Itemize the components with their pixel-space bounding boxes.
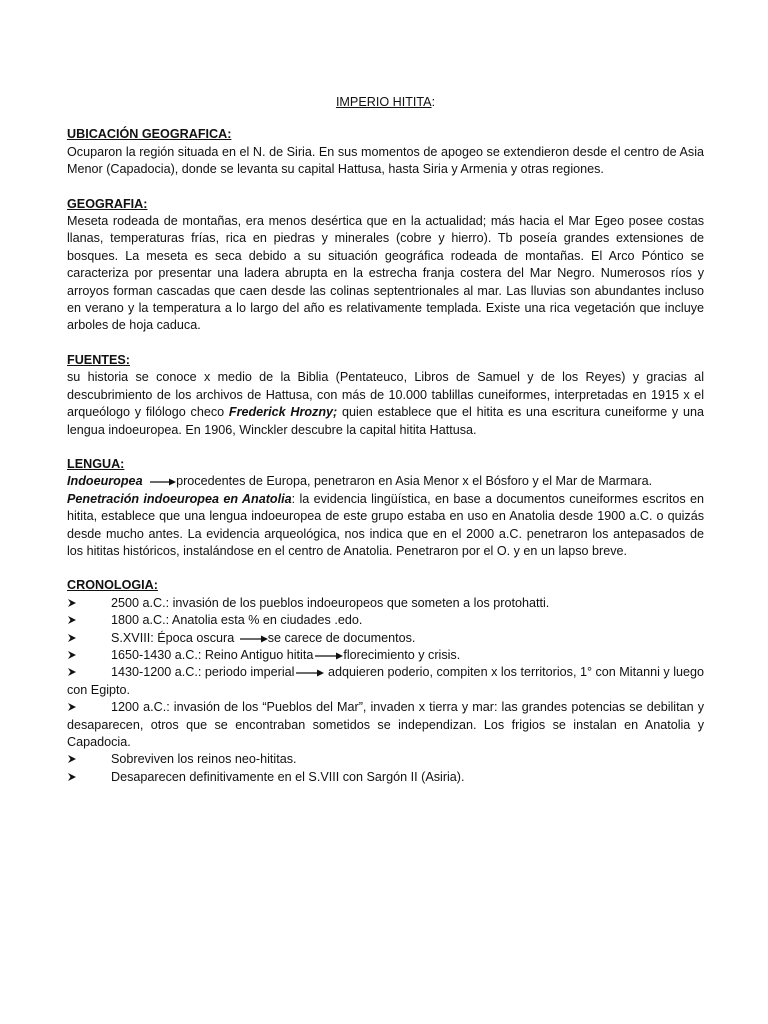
bullet-arrow-icon: [67, 647, 111, 664]
title-text: IMPERIO HITITA: [335, 95, 432, 109]
section-ubicacion: [67, 126, 704, 178]
arrow-right-icon: [313, 650, 343, 660]
lengua-term-text: procedentes de Europa, penetraron en Asia Menor x el Bósforo y el Mar de Marmara.: [176, 474, 653, 489]
list-item: Sobreviven los reinos neo-hititas.: [67, 751, 704, 768]
section-cronologia: [67, 577, 704, 786]
text-geografia: Meseta rodeada de montañas, era menos desértica que en la actualidad; más hacia el Mar Egeo posee costas llanas, temperaturas frías, rica en piedras y minerales (cobre y hierro). Tb poseía grandes extensiones de bosques. La meseta es seca debido a su situación geográfica rodeada de montañas. El Arco Póntico se caracteriza por presentar una ladera abrupta en la estrecha franja costera del Mar Negro. Numerosos ríos y arroyos forman cascadas que caen desde las colinas septentrionales al mar. Las lluvias son abundantes incluso en verano y la temperatura a lo largo del año es relativamente templada. Existe una rica vegetación que incluye arboles de hoja caduca.: [67, 214, 704, 333]
bullet-arrow-icon: [67, 699, 111, 716]
heading-lengua: LENGUA:: [67, 456, 125, 471]
heading-geografia: GEOGRAFIA:: [67, 196, 148, 211]
section-lengua: [67, 456, 704, 560]
fuentes-text-b: quien establece que el hitita es una escritura cuneiforme y una lengua indoeuropea. En 1906, Winckler descubre la capital hitita Hattusa.: [67, 405, 704, 437]
title-colon: :: [431, 95, 436, 109]
list-item: 1800 a.C.: Anatolia esta % en ciudades .edo.: [67, 612, 704, 629]
bullet-arrow-icon: [67, 595, 111, 612]
text-ubicacion: Ocuparon la región situada en el N. de Siria. En sus momentos de apogeo se extendieron desde el centro de Asia Menor (Capadocia), donde se levanta su capital Hattusa, hasta Siria y Armenia y otras regiones.: [67, 144, 704, 177]
bullet-arrow-icon: [67, 664, 111, 681]
lengua-term: Indoeuropea: [67, 474, 143, 489]
list-item: 1430-1200 a.C.: periodo imperial adquieren poderio, compiten x los territorios, 1° con Mitanni y luego con Egipto.: [67, 665, 705, 697]
text-fuentes: [67, 369, 704, 439]
section-geografia: [67, 196, 704, 335]
list-item: 1200 a.C.: invasión de los “Pueblos del Mar”, invaden x tierra y mar: las grandes potencias se debilitan y desaparecen, otros que se encontraban sometidos se independizan. Los frigios se instalan en Anatolia y Capadocia.: [67, 700, 704, 749]
list-item: Desaparecen definitivamente en el S.VIII con Sargón II (Asiria).: [67, 769, 704, 786]
cronologia-list: [67, 595, 704, 786]
list-item: 2500 a.C.: invasión de los pueblos indoeuropeos que someten a los protohatti.: [67, 595, 704, 612]
document-title: [67, 94, 704, 111]
heading-ubicacion: UBICACIÓN GEOGRAFICA:: [67, 127, 232, 142]
fuentes-name: Frederick Hrozny;: [228, 405, 338, 420]
text-lengua-term: [67, 473, 704, 490]
arrow-right-icon: [146, 476, 176, 486]
lengua-sub-text: : la evidencia lingüística, en base a documentos cuneiformes escritos en hitita, establece que una lengua indoeuropea de este grupo estaba en uso en Anatolia desde 1900 a.C. o quizás desde mucho antes. La evidencia arqueológica, nos indica que en el 2000 a.C. penetraron los antepasados de los hititas históricos, instalándose en el centro de Anatolia. Penetraron por el O. y en un lapso breve.: [67, 491, 704, 558]
lengua-sub-term: Penetración indoeuropea en Anatolia: [67, 491, 292, 506]
bullet-arrow-icon: [67, 612, 111, 629]
list-item: 1650-1430 a.C.: Reino Antiguo hitita florecimiento y crisis.: [67, 647, 704, 664]
bullet-arrow-icon: [67, 630, 111, 647]
section-fuentes: [67, 352, 704, 439]
fuentes-text-a: su historia se conoce x medio de la Biblia (Pentateuco, Libros de Samuel y de los Reyes) y gracias al descubrimiento de los archivos de Hattusa, con más de 10.000 tablillas cuneiformes, interpretadas en 1915 x el arqueólogo y filólogo checo: [67, 370, 704, 420]
arrow-right-icon: [238, 633, 268, 643]
list-item: S.XVIII: Época oscura se carece de documentos.: [67, 630, 704, 647]
bullet-arrow-icon: [67, 751, 111, 768]
heading-fuentes: FUENTES:: [67, 352, 130, 367]
bullet-arrow-icon: [67, 769, 111, 786]
arrow-right-icon: [294, 667, 324, 677]
heading-cronologia: CRONOLOGIA:: [67, 578, 158, 593]
text-lengua-sub: [67, 491, 704, 561]
